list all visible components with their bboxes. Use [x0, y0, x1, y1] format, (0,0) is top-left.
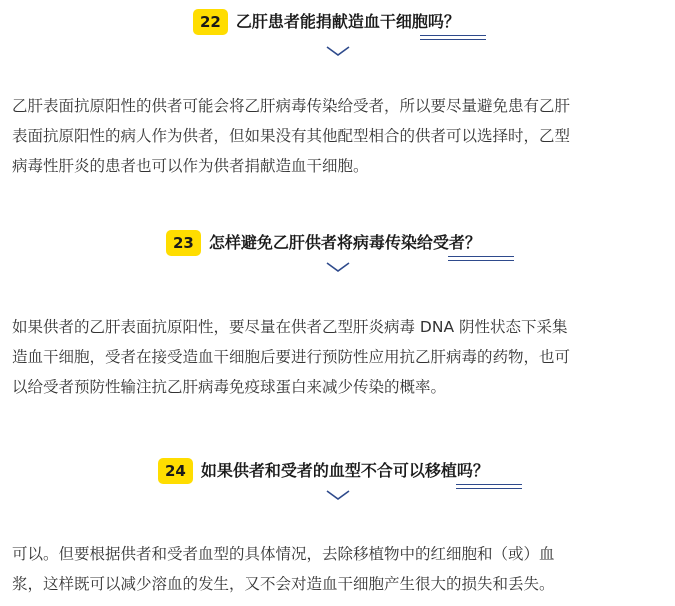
chevron-down-icon	[326, 262, 350, 272]
answer-line: 表面抗原阳性的病人作为供者，但如果没有其他配型相合的供者可以选择时，乙型	[12, 127, 571, 145]
title-underline-decoration	[420, 35, 486, 40]
title-underline-decoration	[456, 484, 522, 489]
question-number-badge: 24	[158, 458, 193, 484]
question-number-badge: 22	[193, 9, 228, 35]
answer-line: 如果供者的乙肝表面抗原阳性，要尽量在供者乙型肝炎病毒 DNA 阴性状态下采集	[12, 318, 568, 336]
question-text: 怎样避免乙肝供者将病毒传染给受者？	[208, 233, 481, 252]
question-title	[158, 458, 489, 484]
answer-line: 乙肝表面抗原阳性的供者可能会将乙肝病毒传染给受者，所以要尽量避免患有乙肝	[12, 97, 571, 115]
answer-line: 造血干细胞，受者在接受造血干细胞后要进行预防性应用抗乙肝病毒的药物，也可	[12, 348, 571, 366]
chevron-down-icon	[326, 46, 350, 56]
chevron-down-icon	[326, 490, 350, 500]
answer-line: 可以。但要根据供者和受者血型的具体情况，去除移植物中的红细胞和（或）血	[12, 545, 555, 563]
title-underline-decoration	[448, 256, 514, 261]
answer-paragraph-23	[12, 312, 667, 402]
answer-paragraph-24	[12, 539, 667, 599]
answer-line: 浆，这样既可以减少溶血的发生，又不会对造血干细胞产生很大的损失和丢失。	[12, 575, 555, 593]
question-text: 如果供者和受者的血型不合可以移植吗？	[200, 461, 489, 480]
question-title	[193, 9, 460, 35]
answer-line: 以给受者预防性输注抗乙肝病毒免疫球蛋白来减少传染的概率。	[12, 378, 447, 396]
question-number-badge: 23	[166, 230, 201, 256]
question-header-22	[0, 5, 675, 41]
answer-line: 病毒性肝炎的患者也可以作为供者捐献造血干细胞。	[12, 157, 369, 175]
question-header-24	[0, 454, 675, 490]
answer-paragraph-22	[12, 91, 667, 181]
question-title	[166, 230, 481, 256]
question-text: 乙肝患者能捐献造血干细胞吗？	[235, 12, 460, 31]
question-header-23	[0, 226, 675, 262]
